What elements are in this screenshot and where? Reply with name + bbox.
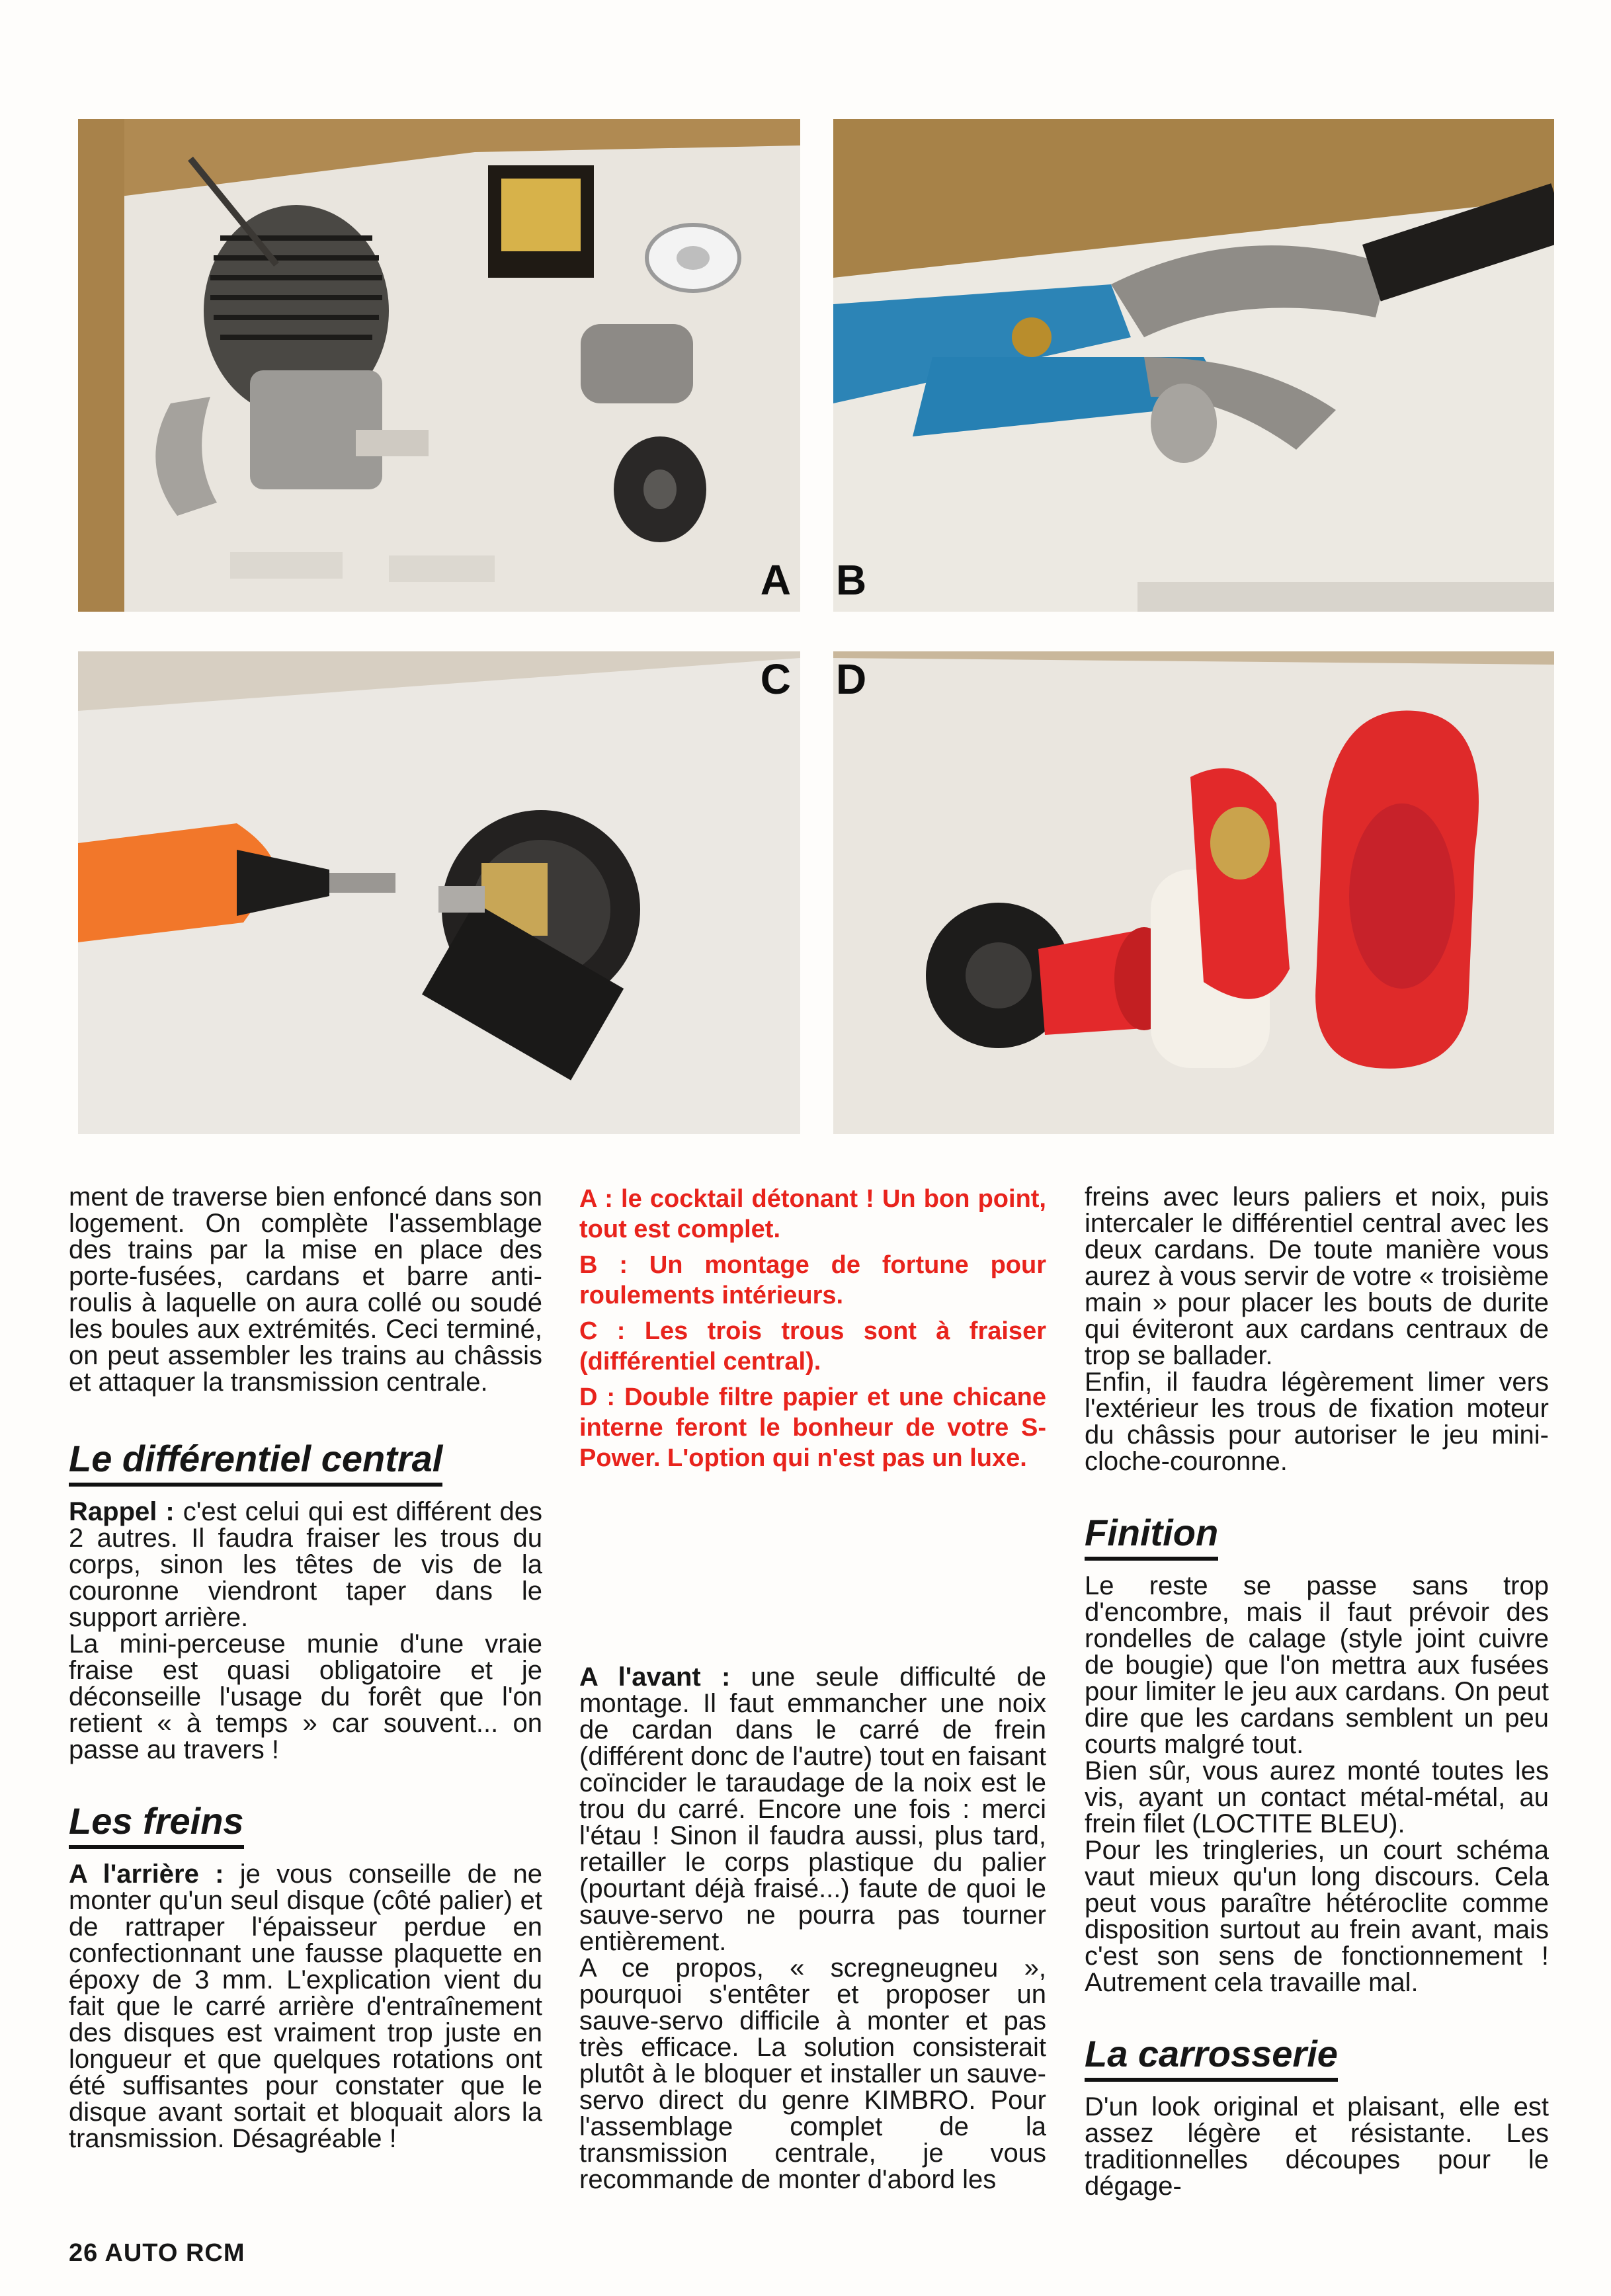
photo-a: [78, 119, 800, 612]
paragraph: D'un look original et plaisant, elle est assez légère et résistante. Les traditionnelles découpes pour le dégage-: [1085, 2092, 1549, 2201]
photo-label-b: B: [836, 556, 867, 604]
photo-d: [833, 651, 1554, 1134]
lead-avant: A l'avant :: [579, 1662, 731, 1692]
caption-a: A : le cocktail détonant ! Un bon point, tout est complet.: [579, 1185, 1046, 1243]
photo-c: [78, 651, 800, 1134]
photo-label-a: A: [760, 556, 791, 604]
heading-les-freins: Les freins: [69, 1800, 244, 1849]
column-middle: [579, 1184, 1046, 1473]
caption-b: B : Un montage de fortune pour roulements intérieurs.: [579, 1251, 1046, 1309]
heading-la-carrosserie: La carrosserie: [1085, 2033, 1338, 2082]
lead-arriere: A l'arrière :: [69, 1860, 224, 1889]
lead-rappel: Rappel :: [69, 1497, 175, 1526]
photo-label-c: C: [760, 655, 791, 703]
caption-d: D : Double filtre papier et une chicane interne feront le bonheur de votre S-Power. L'option qui n'est pas un luxe.: [579, 1383, 1046, 1472]
paragraph: A l'avant : une seule difficulté de montage. Il faut emmancher une noix de cardan dans le carré de frein (différent donc de l'autre) tout en faisant coïncider le taraudage de la noix est le trou du carré. Encore une fois : merci l'étau ! Sinon il faudra aussi, plus tard, retailler le corps plastique du palier (pourtant déjà fraisé...) faute de quoi le sauve-servo ne pourra pas tourner entièrement.: [579, 1662, 1046, 1956]
paragraph: La mini-perceuse munie d'une vraie fraise est quasi obligatoire et je déconseille l'usage du forêt que l'on retient « à temps » car souvent... on passe au travers !: [69, 1629, 542, 1764]
paragraph: Le reste se passe sans trop d'encombre, mais il faut prévoir des rondelles de calage (style joint cuivre de bougie) que l'on mettra aux fusées pour limiter le jeu aux cardans. On peut dire que les cardans semblent un peu courts malgré tout.: [1085, 1571, 1549, 1759]
page-footer: 26 AUTO RCM: [69, 2239, 245, 2267]
pliers-photo: [833, 119, 1554, 612]
paragraph: Enfin, il faudra légèrement limer vers l'extérieur les trous de fixation moteur du châssis pour autoriser le jeu mini-cloche-couronne.: [1085, 1368, 1549, 1476]
air-filter-photo: [833, 651, 1554, 1134]
caption-c: C : Les trois trous sont à fraiser (différentiel central).: [579, 1317, 1046, 1375]
paragraph: Rappel : c'est celui qui est différent des 2 autres. Il faudra fraiser les trous du corps, sinon les têtes de vis de la couronne viendront taper dans le support arrière.: [69, 1497, 542, 1632]
paragraph: A l'arrière : je vous conseille de ne monter qu'un seul disque (côté palier) et de rattraper l'épaisseur perdue en confectionnant une fausse plaquette en époxy de 3 mm. L'explication vient du fait que le carré arrière d'entraînement des disques est vraiment trop juste en longueur et que quelques rotations ont été suffisantes pour constater que le disque avant sortait et bloquait alors la transmission. Désagréable !: [69, 1860, 543, 2153]
paragraph: Pour les tringleries, un court schéma vaut mieux qu'un long discours. Cela peut vous paraître hétéroclite comme disposition surtout au frein avant, mais c'est son sens de fonctionnement ! Autrement cela travaille mal.: [1085, 1836, 1549, 1997]
column-left: [69, 1184, 542, 2152]
engine-parts-photo: [78, 119, 800, 612]
paragraph: A ce propos, « scregneugneu », pourquoi s'entêter et proposer un sauve-servo difficile à monter et pas très efficace. La solution consisterait plutôt à le bloquer et installer un sauve-servo direct du genre KIMBRO. Pour l'assemblage complet de la transmission centrale, je vous recommande de monter d'abord les: [579, 1953, 1046, 2194]
paragraph: ment de traverse bien enfoncé dans son logement. On complète l'assemblage des trains par la mise en place des porte-fusées, cardans et barre anti-roulis à laquelle on aura collé ou soudé les boules aux extrémités. Ceci terminé, on peut assembler les trains au châssis et attaquer la transmission centrale.: [69, 1182, 542, 1397]
mini-drill-photo: [78, 651, 800, 1134]
heading-finition: Finition: [1085, 1512, 1218, 1561]
paragraph: Bien sûr, vous aurez monté toutes les vis, ayant un contact métal-métal, au frein filet (LOCTITE BLEU).: [1085, 1756, 1549, 1838]
heading-differentiel-central: Le différentiel central: [69, 1438, 442, 1487]
photo-label-d: D: [836, 655, 867, 703]
photo-b: [833, 119, 1554, 612]
paragraph: freins avec leurs paliers et noix, puis intercaler le différentiel central avec les deux cardans. De toute manière vous aurez à vous servir de votre « troisième main » pour placer les bouts de durite qui éviteront aux cardans centraux de trop se ballader.: [1085, 1182, 1549, 1370]
column-middle-body: [579, 1664, 1046, 2193]
column-right: [1085, 1184, 1549, 2199]
